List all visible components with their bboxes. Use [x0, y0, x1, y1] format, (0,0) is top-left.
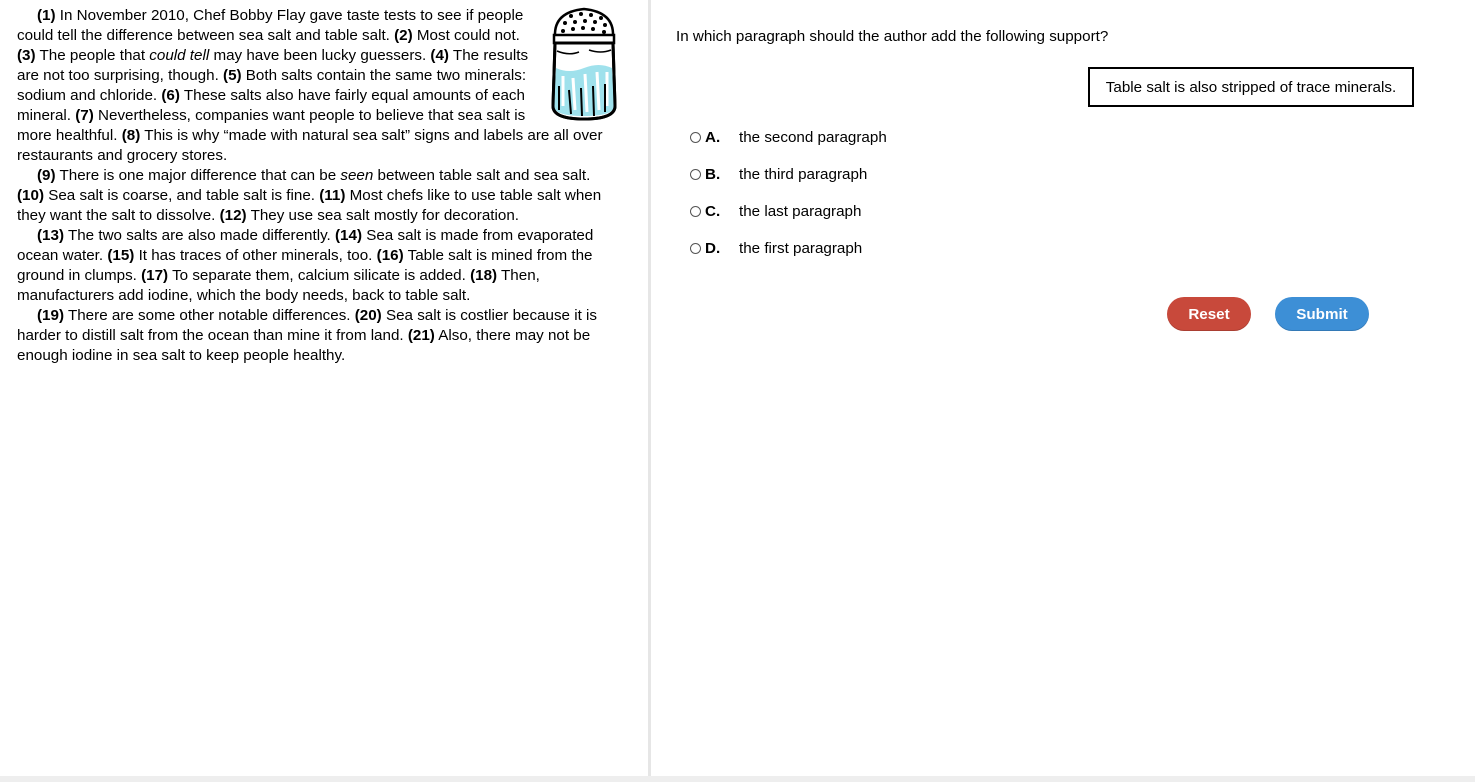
choice-text: the first paragraph — [739, 239, 863, 257]
sentence-text: Sea salt is coarse, and table salt is fine. — [44, 187, 320, 204]
salt-shaker-icon — [549, 6, 619, 122]
sentence-number: (10) — [17, 187, 45, 204]
sentence-number: (19) — [37, 307, 65, 324]
sentence-text: To separate them, calcium silicate is added. — [168, 267, 471, 284]
sentence-number: (5) — [223, 67, 242, 84]
sentence-text: There is one major difference that can be — [55, 167, 341, 184]
sentence-text: It has traces of other minerals, too. — [134, 247, 377, 264]
question-pane — [651, 0, 1475, 776]
sentence-text: Sea salt is made from evaporated ocean water. — [17, 227, 594, 264]
passage-paragraphs — [17, 6, 619, 366]
choice-text: the last paragraph — [739, 202, 862, 220]
sentence-number: (7) — [75, 107, 94, 124]
sentence-text: The people that — [35, 47, 150, 64]
bottom-scroll-strip — [0, 776, 1475, 782]
radio-button[interactable] — [690, 132, 701, 143]
sentence-number: (14) — [335, 227, 363, 244]
sentence-text: Both salts contain the same two minerals: sodium and chloride. — [17, 67, 527, 104]
sentence-text: Nevertheless, companies want people to believe that sea salt is more healthful. — [17, 107, 526, 144]
sentence-number: (8) — [121, 127, 141, 144]
choice-c[interactable] — [690, 201, 861, 221]
sentence-number: (1) — [37, 7, 56, 24]
passage-paragraph — [17, 166, 619, 226]
sentence-text: Also, there may not be enough iodine in sea salt to keep people healthy. — [17, 327, 591, 364]
sentence-text: They use sea salt mostly for decoration. — [246, 207, 520, 224]
reset-button[interactable]: Reset — [1167, 297, 1251, 331]
radio-button[interactable] — [690, 169, 701, 180]
passage-paragraph — [17, 6, 619, 166]
sentence-number: (21) — [407, 327, 435, 344]
sentence-text: There are some other notable differences. — [64, 307, 355, 324]
emphasis-text: could tell — [149, 47, 210, 64]
choice-letter: C. — [705, 202, 721, 220]
emphasis-text: seen — [340, 167, 374, 184]
sentence-number: (20) — [354, 307, 382, 324]
passage-pane — [0, 0, 648, 776]
sentence-text: The two salts are also made differently. — [64, 227, 335, 244]
passage-paragraph — [17, 306, 619, 366]
sentence-text: Table salt is mined from the ground in clumps. — [17, 247, 593, 284]
passage-paragraph — [17, 226, 619, 306]
choice-letter: A. — [705, 128, 721, 146]
sentence-text: may have been lucky guessers. — [209, 47, 431, 64]
choice-d[interactable] — [690, 238, 862, 258]
sentence-number: (18) — [470, 267, 498, 284]
sentence-text: In November 2010, Chef Bobby Flay gave taste tests to see if people could tell the difference between sea salt and table salt. — [17, 7, 524, 44]
sentence-number: (6) — [161, 87, 180, 104]
choice-b[interactable] — [690, 164, 867, 184]
sentence-text: Then, manufacturers add iodine, which the body needs, back to table salt. — [17, 267, 540, 304]
sentence-text: between table salt and sea salt. — [373, 167, 591, 184]
sentence-text: These salts also have fairly equal amounts of each mineral. — [17, 87, 525, 124]
sentence-number: (17) — [141, 267, 169, 284]
sentence-text: This is why “made with natural sea salt” signs and labels are all over restaurants and grocery stores. — [17, 127, 603, 164]
sentence-text: Most could not. — [412, 27, 520, 44]
sentence-number: (4) — [430, 47, 449, 64]
support-sentence: Table salt is also stripped of trace minerals. — [1105, 78, 1397, 96]
question-prompt: In which paragraph should the author add the following support? — [676, 28, 1109, 45]
submit-button[interactable]: Submit — [1275, 297, 1369, 331]
choice-letter: B. — [705, 165, 721, 183]
radio-button[interactable] — [690, 206, 701, 217]
sentence-text: Most chefs like to use table salt when they want the salt to dissolve. — [17, 187, 602, 224]
sentence-number: (15) — [107, 247, 135, 264]
sentence-number: (9) — [37, 167, 56, 184]
choice-letter: D. — [705, 239, 721, 257]
radio-button[interactable] — [690, 243, 701, 254]
sentence-number: (3) — [17, 47, 36, 64]
choice-text: the second paragraph — [739, 128, 887, 146]
passage-text — [17, 6, 619, 366]
sentence-number: (16) — [376, 247, 404, 264]
sentence-number: (12) — [219, 207, 247, 224]
choice-text: the third paragraph — [739, 165, 868, 183]
sentence-text: The results are not too surprising, though. — [17, 47, 529, 84]
sentence-number: (11) — [319, 187, 346, 204]
support-sentence-box — [1088, 67, 1414, 107]
choice-a[interactable] — [690, 127, 887, 147]
sentence-number: (2) — [394, 27, 413, 44]
sentence-text: Sea salt is costlier because it is harder to distill salt from the ocean than mine it from land. — [17, 307, 598, 344]
sentence-number: (13) — [37, 227, 65, 244]
